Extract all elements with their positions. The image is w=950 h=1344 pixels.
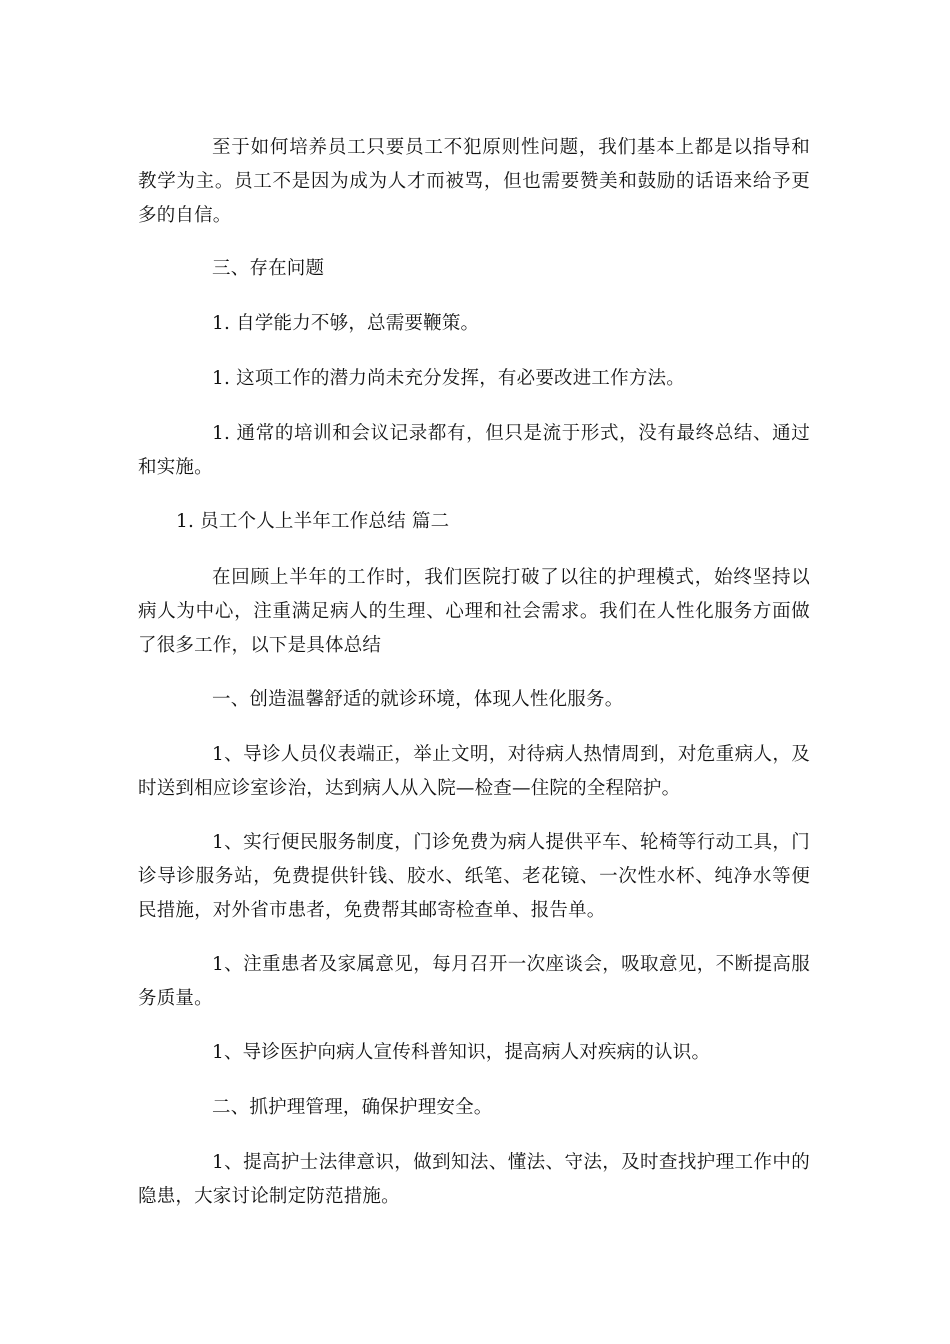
list-item-potential: 1. 这项工作的潜力尚未充分发挥，有必要改进工作方法。 [212,368,685,389]
list-item-self-learning: 1. 自学能力不够，总需要鞭策。 [212,313,480,334]
section-heading-safety: 二、抓护理管理，确保护理安全。 [212,1097,493,1118]
article-title-part-two: 1. 员工个人上半年工作总结 篇二 [176,511,450,532]
section-heading-environment: 一、创造温馨舒适的就诊环境，体现人性化服务。 [212,689,624,710]
list-item-education: 1、导诊医护向病人宣传科普知识，提高病人对疾病的认识。 [212,1042,711,1063]
list-item-training-records: 1. 通常的培训和会议记录都有，但只是流于形式，没有最终总结、通过和实施。 [138,423,810,478]
list-item-guides: 1、导诊人员仪表端正，举止文明，对待病人热情周到，对危重病人，及时送到相应诊室诊治，达到病人从入院—检查—住院的全程陪护。 [138,744,810,799]
paragraph-review: 在回顾上半年的工作时，我们医院打破了以往的护理模式，始终坚持以病人为中心，注重满足病人的生理、心理和社会需求。我们在人性化服务方面做了很多工作，以下是具体总结 [138,567,810,656]
paragraph-training: 至于如何培养员工只要员工不犯原则性问题，我们基本上都是以指导和教学为主。员工不是因为成为人才而被骂，但也需要赞美和鼓励的话语来给予更多的自信。 [138,137,810,226]
list-item-convenience: 1、实行便民服务制度，门诊免费为病人提供平车、轮椅等行动工具，门诊导诊服务站，免费提供针钱、胶水、纸笔、老花镜、一次性水杯、纯净水等便民措施，对外省市患者，免费帮其邮寄检查单、报告单。 [138,832,810,921]
list-item-legal-awareness: 1、提高护士法律意识，做到知法、懂法、守法，及时查找护理工作中的隐患，大家讨论制定防范措施。 [138,1152,810,1207]
list-item-feedback: 1、注重患者及家属意见，每月召开一次座谈会，吸取意见，不断提高服务质量。 [138,954,810,1009]
section-heading-problems: 三、存在问题 [212,258,325,279]
